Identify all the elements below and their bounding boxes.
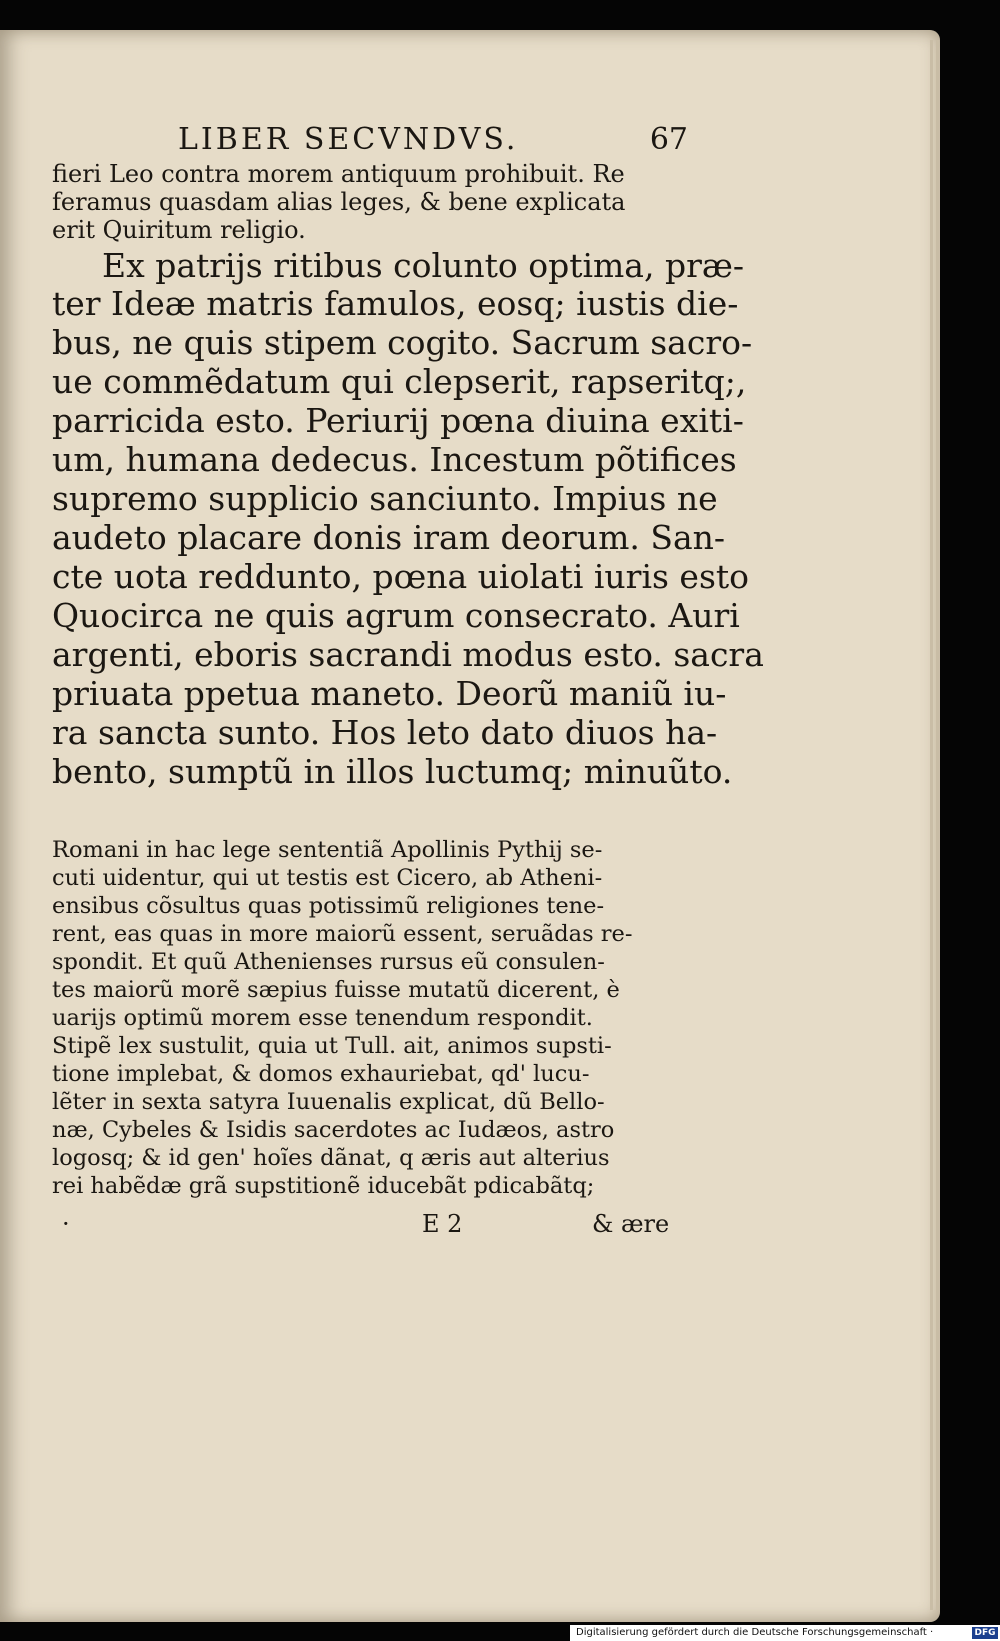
credit-text: Digitalisierung gefördert durch die Deutsche Forschungsgemeinschaft · [576,1627,934,1638]
text-line: ra sancta sunto. Hos leto dato diuos ha- [52,713,718,752]
text-line: næ, Cybeles & Isidis sacerdotes ac Iudæos, astro [52,1117,615,1143]
text-line: spondit. Et quũ Athenienses rursus eũ consulen- [52,949,605,975]
digitization-credit [570,1625,1000,1641]
text-line: um, humana dedecus. Incestum põtifices [52,440,737,479]
text-line: ensibus cõsultus quas potissimũ religiones tene- [52,893,605,919]
text-line: lẽter in sexta satyra Iuuenalis explicat, dũ Bello- [52,1089,605,1115]
text-line: cuti uidentur, qui ut testis est Cicero, ab Atheni- [52,865,603,891]
text-line: ue commẽdatum qui clepserit, rapseritq;, [52,362,747,401]
text-line: ter Ideæ matris famulos, eosq; iustis die- [52,284,739,323]
running-header [178,122,688,158]
text-line: bento, sumptũ in illos luctumq; minuũto. [52,752,733,791]
catchword: & ære [592,1210,670,1238]
text-line: audeto placare donis iram deorum. San- [52,518,726,557]
page-signature-line [52,1210,692,1242]
text-line: Ex patrijs ritibus colunto optima, præ- [102,246,745,285]
text-line: Quocirca ne quis agrum consecrato. Auri [52,596,740,635]
text-line: rent, eas quas in more maiorũ essent, seruãdas re- [52,921,633,947]
text-line: cte uota reddunto, pœna uiolati iuris esto [52,557,750,596]
text-line: uarijs optimũ morem esse tenendum respondit. [52,1005,593,1031]
text-line: parricida esto. Periurij pœna diuina exiti- [52,401,744,440]
text-line: tes maiorũ morẽ sæpius fuisse mutatũ dicerent, è [52,977,620,1003]
folio-number: 67 [649,122,688,157]
signature-dot: · [62,1210,70,1238]
text-line: feramus quasdam alias leges, & bene explicata [52,188,626,216]
page-edge [936,40,939,1610]
text-line: priuata ppetua maneto. Deorũ maniũ iu- [52,674,727,713]
text-line: logosq; & id gen' hoĩes dãnat, q æris aut alterius [52,1145,610,1171]
signature-mark: E 2 [422,1210,463,1238]
text-line: fieri Leo contra morem antiquum prohibuit. Re [52,160,625,188]
dfg-logo-icon: DFG [972,1627,998,1639]
text-line: argenti, eboris sacrandi modus esto. sacra [52,635,764,674]
page-edge [930,40,933,1610]
text-line: bus, ne quis stipem cogito. Sacrum sacro- [52,323,753,362]
text-line: rei habẽdæ grã supstitionẽ iducebãt pdicabãtq; [52,1173,595,1199]
text-line: Romani in hac lege sententiã Apollinis Pythij se- [52,837,603,863]
text-line: erit Quiritum religio. [52,216,306,244]
running-title: LIBER SECVNDVS. [178,122,519,157]
text-line: tione implebat, & domos exhauriebat, qd' lucu- [52,1061,590,1087]
text-line: Stipẽ lex sustulit, quia ut Tull. ait, animos supsti- [52,1033,612,1059]
text-line: supremo supplicio sanciunto. Impius ne [52,479,718,518]
